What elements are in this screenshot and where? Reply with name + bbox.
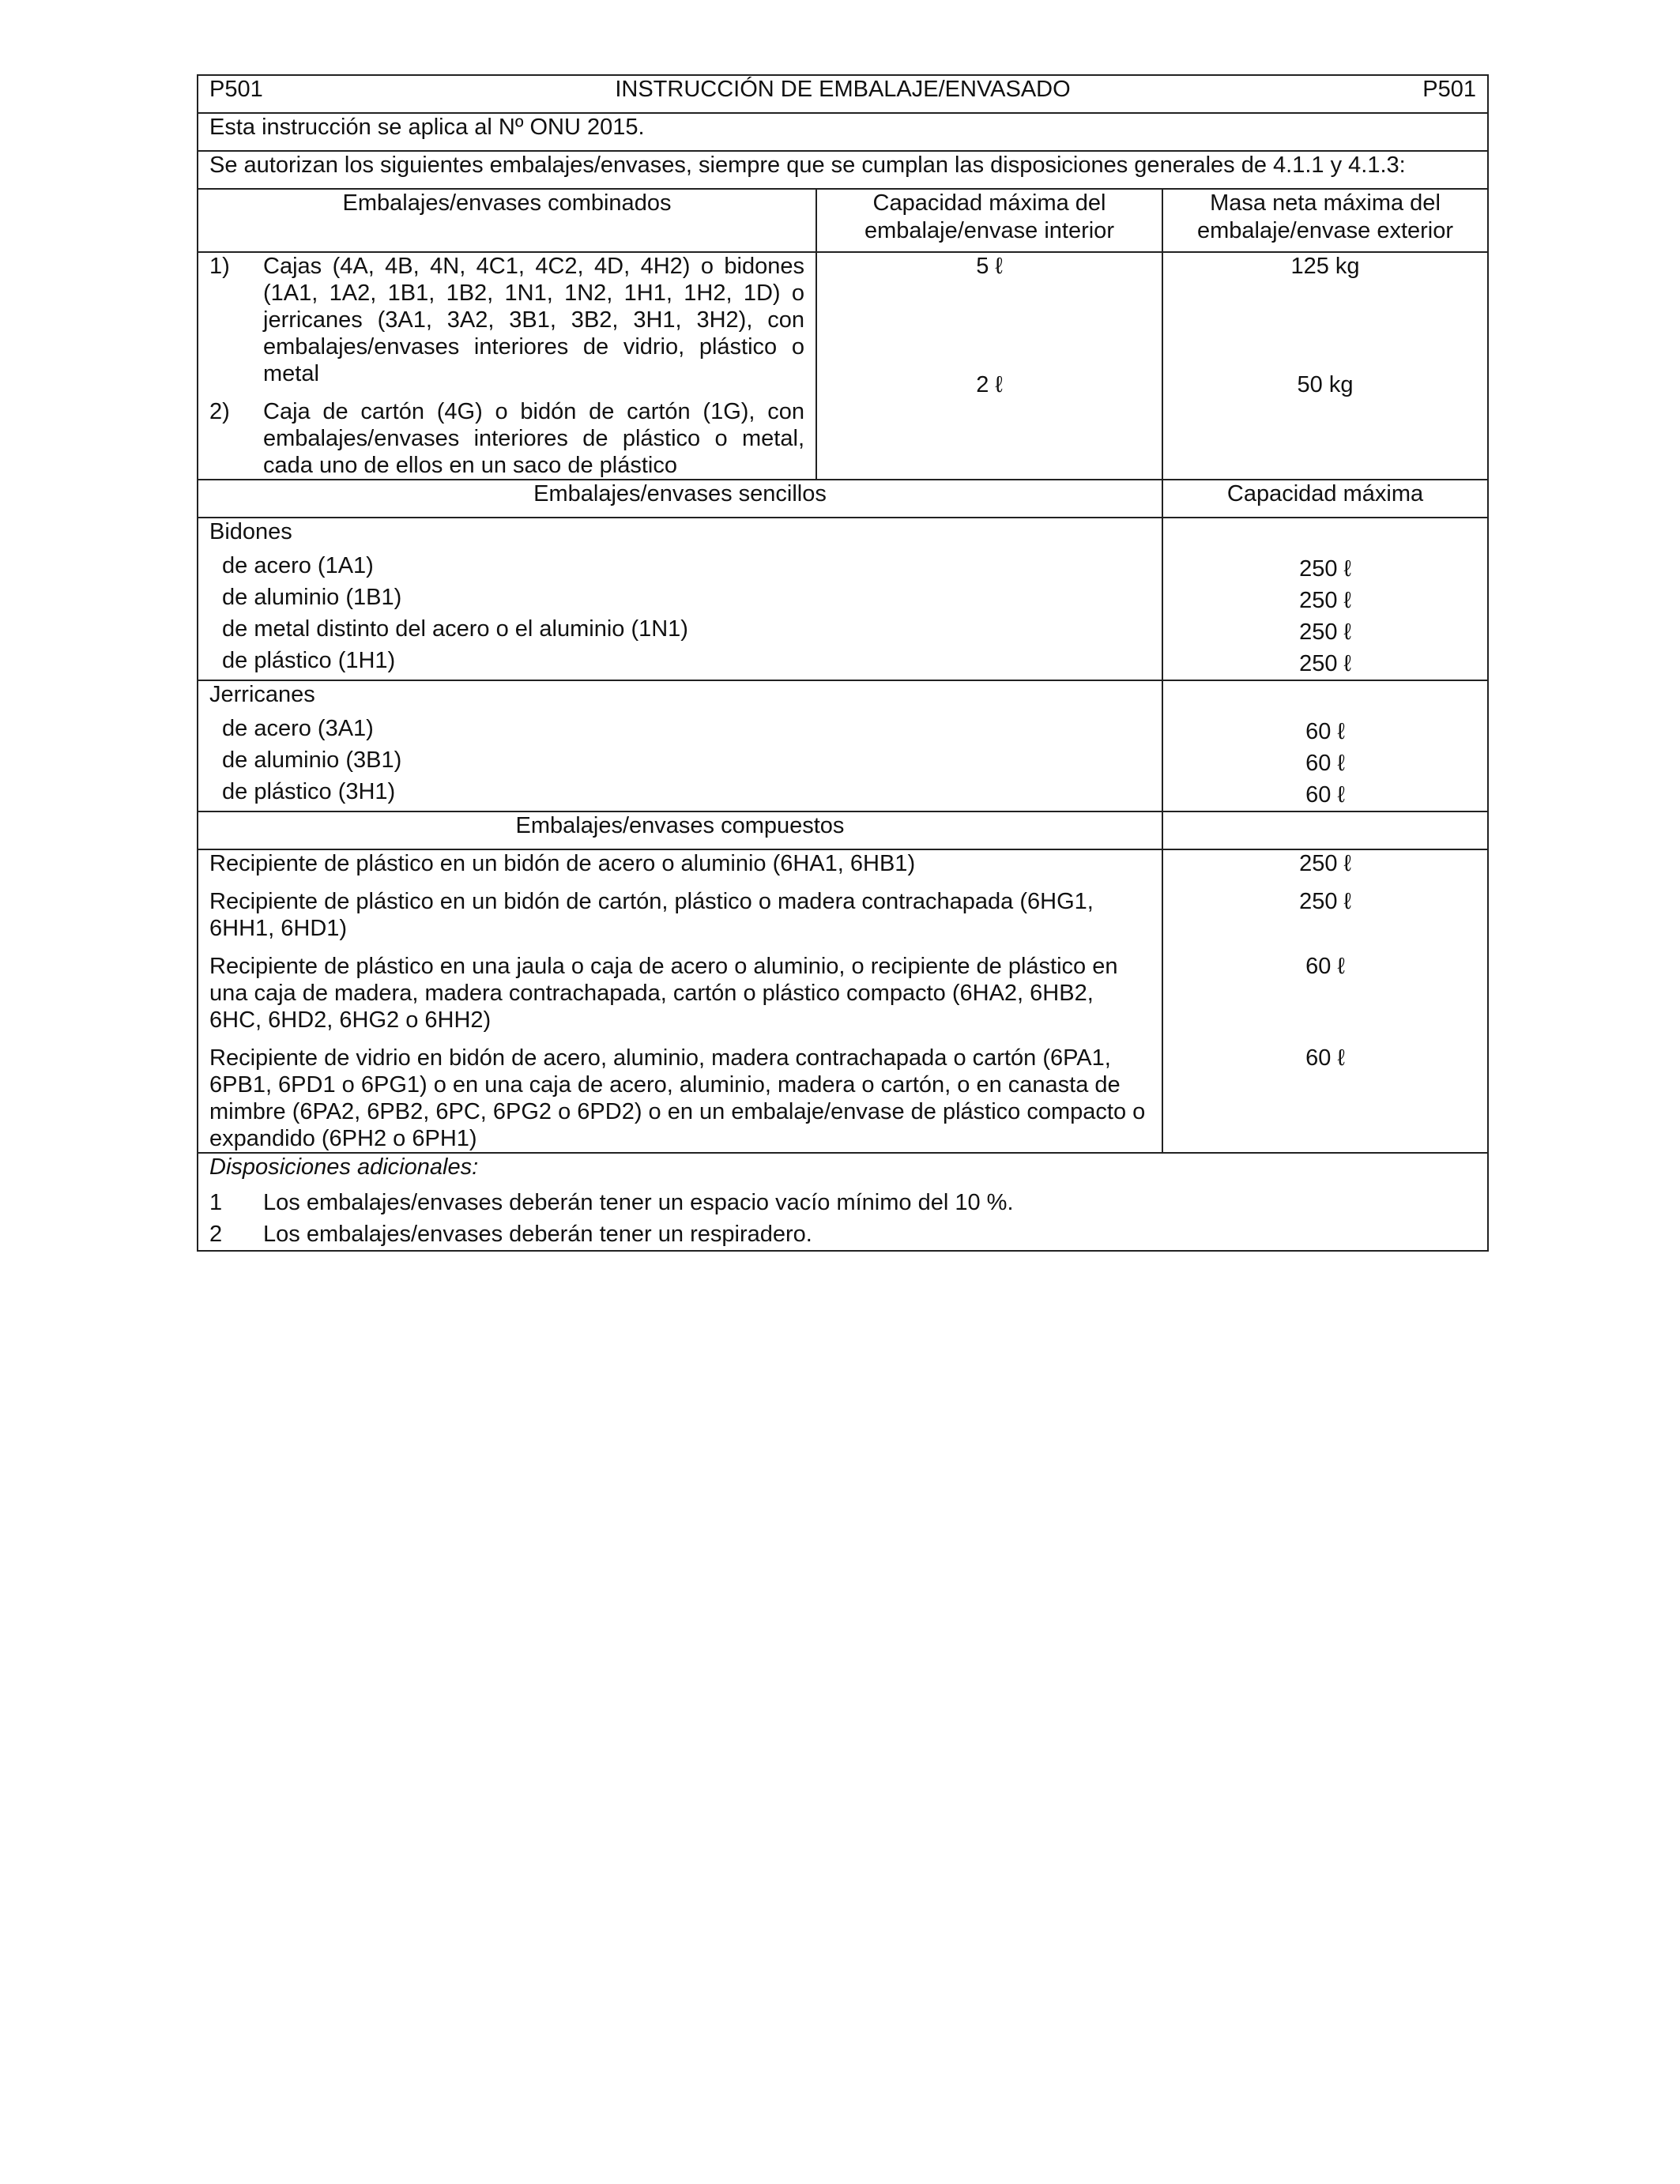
combined-packagings-row xyxy=(198,252,1488,480)
inner-capacity-value: 5 ℓ xyxy=(976,254,1003,279)
list-item: de plástico (3H1) xyxy=(222,779,396,804)
authorization-row xyxy=(198,151,1488,189)
capacity-value: 60 ℓ xyxy=(1305,1045,1345,1071)
provision-item: 1 Los embalajes/envases deberán tener un espacio vacío mínimo del 10 %. xyxy=(209,1190,1014,1215)
inner-capacity-value: 2 ℓ xyxy=(976,372,1003,397)
group-title: Jerricanes xyxy=(209,682,315,707)
additional-provisions-row xyxy=(198,1153,1488,1251)
instruction-code-left: P501 xyxy=(209,77,263,102)
single-heading: Embalajes/envases sencillos xyxy=(198,480,1162,518)
list-item: de acero (1A1) xyxy=(222,553,374,578)
capacity-value: 250 ℓ xyxy=(1299,851,1351,876)
authorization-text: Se autorizan los siguientes embalajes/envases, siempre que se cumplan las disposiciones generales de 4.1.1 y 4.1.3: xyxy=(198,151,1488,189)
group-title: Bidones xyxy=(209,519,292,544)
header-row xyxy=(198,75,1488,113)
provision-item: 2 Los embalajes/envases deberán tener un respiradero. xyxy=(209,1222,812,1247)
composite-item: Recipiente de plástico en un bidón de cartón, plástico o madera contrachapada (6HG1, 6HH1, 6HD1) xyxy=(209,889,1094,941)
packing-instruction-table xyxy=(197,74,1489,1252)
composite-item: Recipiente de plástico en una jaula o caja de acero o aluminio, o recipiente de plástico en una caja de madera, madera contrachapada, cartón o plástico compacto (6HA2, 6HB2, 6HC, 6HD2, 6HG2 o 6HH2) xyxy=(209,954,1118,1033)
instruction-code-right: P501 xyxy=(1422,77,1477,102)
list-item: de aluminio (1B1) xyxy=(222,585,402,610)
packing-instruction-document xyxy=(197,74,1487,1252)
combined-item: 2) Caja de cartón (4G) o bidón de cartón (1G), con embalajes/envases interiores de plástico o metal, cada uno de ellos en un saco de plástico xyxy=(209,399,804,478)
combined-heading: Embalajes/envases combinados xyxy=(198,189,816,252)
net-mass-value: 125 kg xyxy=(1290,254,1360,279)
max-capacity-heading: Capacidad máxima xyxy=(1162,480,1488,518)
list-item: de metal distinto del acero o el aluminio (1N1) xyxy=(222,616,688,642)
composite-heading: Embalajes/envases compuestos xyxy=(198,811,1162,849)
capacity-value: 60 ℓ xyxy=(1305,954,1345,979)
drums-group xyxy=(198,518,1488,680)
instruction-title: INSTRUCCIÓN DE EMBALAJE/ENVASADO xyxy=(615,77,1071,102)
list-item: de aluminio (3B1) xyxy=(222,747,402,773)
single-packagings-header xyxy=(198,480,1488,518)
composite-packagings-row xyxy=(198,849,1488,1153)
capacity-value: 250 ℓ xyxy=(1299,588,1351,613)
net-mass-heading: Masa neta máxima del embalaje/envase exterior xyxy=(1162,189,1488,252)
combined-item: 1) Cajas (4A, 4B, 4N, 4C1, 4C2, 4D, 4H2) o bidones (1A1, 1A2, 1B1, 1B2, 1N1, 1N2, 1H1, 1H2, 1D) o jerricanes (3A1, 3A2, 3B1, 3B2, 3H1, 3H2), con embalajes/envases interiores de vidrio, plástico o metal xyxy=(209,254,804,386)
capacity-value: 250 ℓ xyxy=(1299,556,1351,582)
list-item: de plástico (1H1) xyxy=(222,648,396,673)
applies-to-row xyxy=(198,113,1488,151)
capacity-value: 60 ℓ xyxy=(1305,751,1345,776)
capacity-value: 250 ℓ xyxy=(1299,619,1351,645)
jerricans-group xyxy=(198,680,1488,811)
combined-column-headers xyxy=(198,189,1488,252)
capacity-value: 250 ℓ xyxy=(1299,889,1351,914)
additional-provisions-title: Disposiciones adicionales: xyxy=(209,1154,479,1180)
capacity-value: 60 ℓ xyxy=(1305,782,1345,808)
inner-capacity-heading: Capacidad máxima del embalaje/envase interior xyxy=(816,189,1162,252)
composite-packagings-header xyxy=(198,811,1488,849)
list-item: de acero (3A1) xyxy=(222,716,374,741)
capacity-value: 60 ℓ xyxy=(1305,719,1345,744)
capacity-value: 250 ℓ xyxy=(1299,651,1351,676)
composite-item: Recipiente de plástico en un bidón de acero o aluminio (6HA1, 6HB1) xyxy=(209,851,916,876)
applies-to-text: Esta instrucción se aplica al Nº ONU 2015. xyxy=(198,113,1488,151)
net-mass-value: 50 kg xyxy=(1297,372,1354,397)
composite-item: Recipiente de vidrio en bidón de acero, aluminio, madera contrachapada o cartón (6PA1, 6PB1, 6PD1 o 6PG1) o en una caja de acero, aluminio, madera o cartón, o en canasta de mimbre (6PA2, 6PB2, 6PC, 6PG2 o 6PD2) o en un embalaje/envase de plástico compacto o expandido (6PH2 o 6PH1) xyxy=(209,1045,1146,1151)
